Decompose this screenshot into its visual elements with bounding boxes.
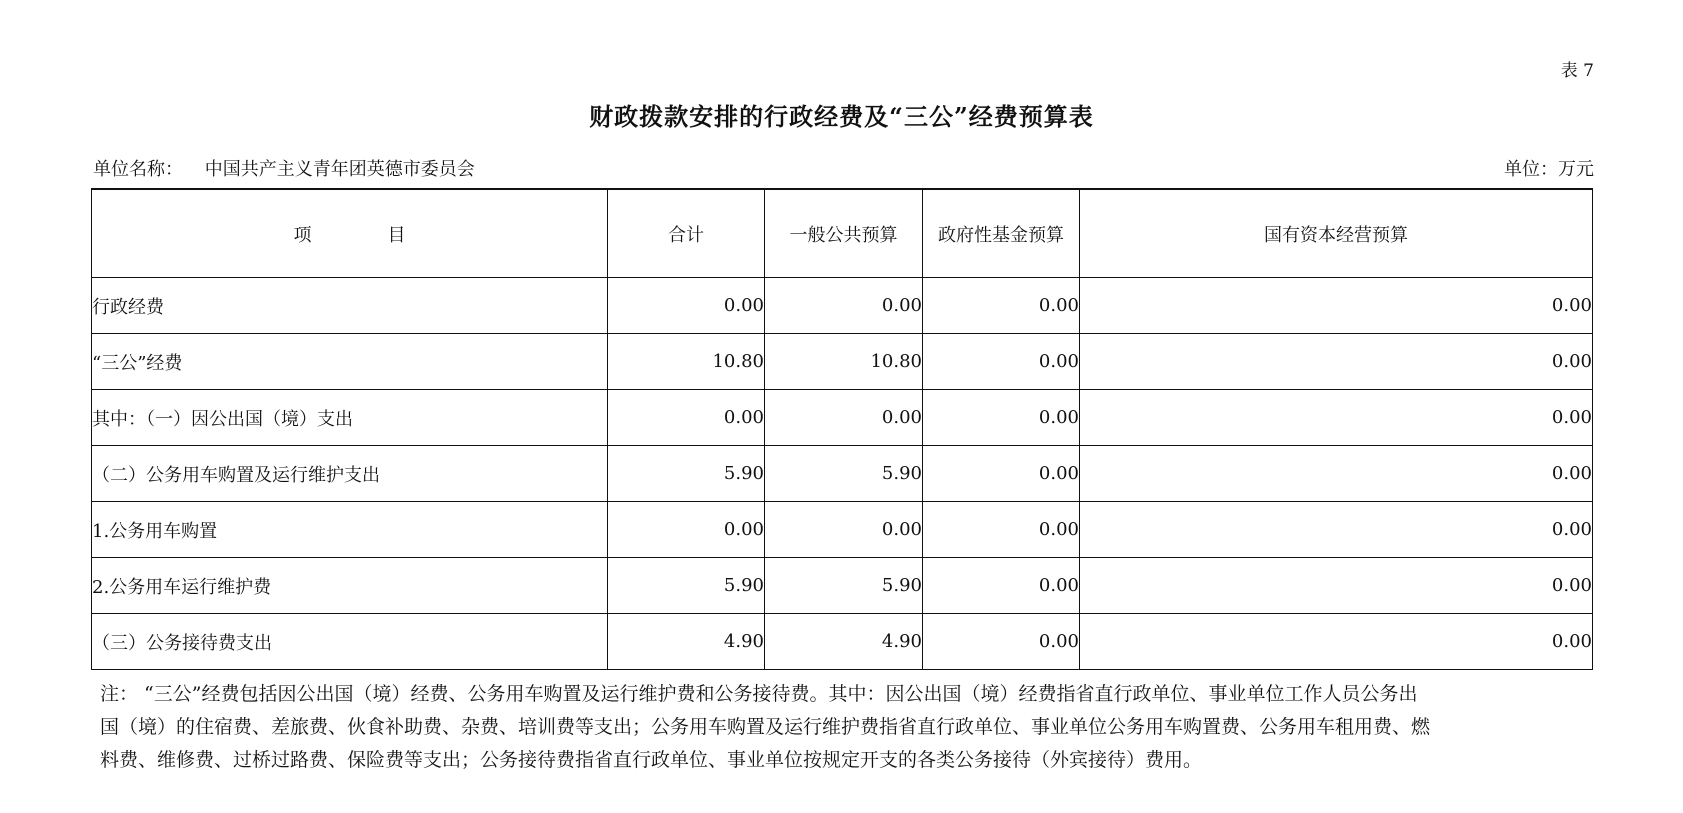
footnote <box>100 678 1592 777</box>
cell-total: 5.90 <box>608 446 765 502</box>
document-title: 财政拨款安排的行政经费及“三公”经费预算表 <box>589 102 1094 131</box>
cell-general-budget: 5.90 <box>765 558 923 614</box>
footnote-line-1: 注： “三公”经费包括因公出国（境）经费、公务用车购置及运行维护费和公务接待费。其中：因公出国（境）经费指省直行政单位、事业单位工作人员公务出 <box>100 683 1418 705</box>
cell-general-budget: 10.80 <box>765 334 923 390</box>
header-state-capital-budget: 国有资本经营预算 <box>1080 189 1593 278</box>
cell-general-budget: 4.90 <box>765 614 923 670</box>
cell-gov-fund-budget: 0.00 <box>923 390 1080 446</box>
cell-total: 10.80 <box>608 334 765 390</box>
header-item-second: 目 <box>387 224 406 246</box>
cell-general-budget: 0.00 <box>765 278 923 334</box>
unit-name-label: 单位名称： <box>93 159 183 180</box>
cell-general-budget: 5.90 <box>765 446 923 502</box>
table-number-label: 表 7 <box>1560 61 1594 81</box>
cell-state-capital-budget: 0.00 <box>1080 614 1593 670</box>
table-row <box>92 334 1593 390</box>
row-label: 1.公务用车购置 <box>92 502 608 558</box>
cell-state-capital-budget: 0.00 <box>1080 446 1593 502</box>
cell-state-capital-budget: 0.00 <box>1080 278 1593 334</box>
cell-state-capital-budget: 0.00 <box>1080 334 1593 390</box>
cell-general-budget: 0.00 <box>765 390 923 446</box>
cell-gov-fund-budget: 0.00 <box>923 446 1080 502</box>
unit-measure: 单位：万元 <box>1504 159 1594 180</box>
footnote-line-2: 国（境）的住宿费、差旅费、伙食补助费、杂费、培训费等支出；公务用车购置及运行维护费指省直行政单位、事业单位公务用车购置费、公务用车租用费、燃 <box>100 716 1431 738</box>
cell-state-capital-budget: 0.00 <box>1080 558 1593 614</box>
cell-state-capital-budget: 0.00 <box>1080 502 1593 558</box>
row-label: （二）公务用车购置及运行维护支出 <box>92 446 608 502</box>
table-row <box>92 558 1593 614</box>
table-row <box>92 278 1593 334</box>
header-gov-fund-budget: 政府性基金预算 <box>923 189 1080 278</box>
cell-state-capital-budget: 0.00 <box>1080 390 1593 446</box>
cell-total: 5.90 <box>608 558 765 614</box>
header-item-first: 项 <box>293 224 312 246</box>
cell-gov-fund-budget: 0.00 <box>923 614 1080 670</box>
cell-total: 0.00 <box>608 502 765 558</box>
footnote-line-3: 料费、维修费、过桥过路费、保险费等支出；公务接待费指省直行政单位、事业单位按规定开支的各类公务接待（外宾接待）费用。 <box>100 749 1203 771</box>
row-label: （三）公务接待费支出 <box>92 614 608 670</box>
table-row <box>92 614 1593 670</box>
cell-gov-fund-budget: 0.00 <box>923 278 1080 334</box>
cell-gov-fund-budget: 0.00 <box>923 558 1080 614</box>
header-general-budget: 一般公共预算 <box>765 189 923 278</box>
table-row <box>92 446 1593 502</box>
row-label: 其中：（一）因公出国（境）支出 <box>92 390 608 446</box>
cell-gov-fund-budget: 0.00 <box>923 334 1080 390</box>
cell-total: 0.00 <box>608 278 765 334</box>
table-row <box>92 390 1593 446</box>
cell-gov-fund-budget: 0.00 <box>923 502 1080 558</box>
row-label: “三公”经费 <box>92 334 608 390</box>
budget-table <box>91 188 1593 670</box>
header-total: 合计 <box>608 189 765 278</box>
table-header-row <box>92 189 1593 278</box>
row-label: 2.公务用车运行维护费 <box>92 558 608 614</box>
header-item <box>92 189 608 278</box>
cell-total: 0.00 <box>608 390 765 446</box>
cell-general-budget: 0.00 <box>765 502 923 558</box>
row-label: 行政经费 <box>92 278 608 334</box>
cell-total: 4.90 <box>608 614 765 670</box>
table-row <box>92 502 1593 558</box>
unit-name-row <box>93 155 475 181</box>
unit-name-value: 中国共产主义青年团英德市委员会 <box>204 159 475 180</box>
